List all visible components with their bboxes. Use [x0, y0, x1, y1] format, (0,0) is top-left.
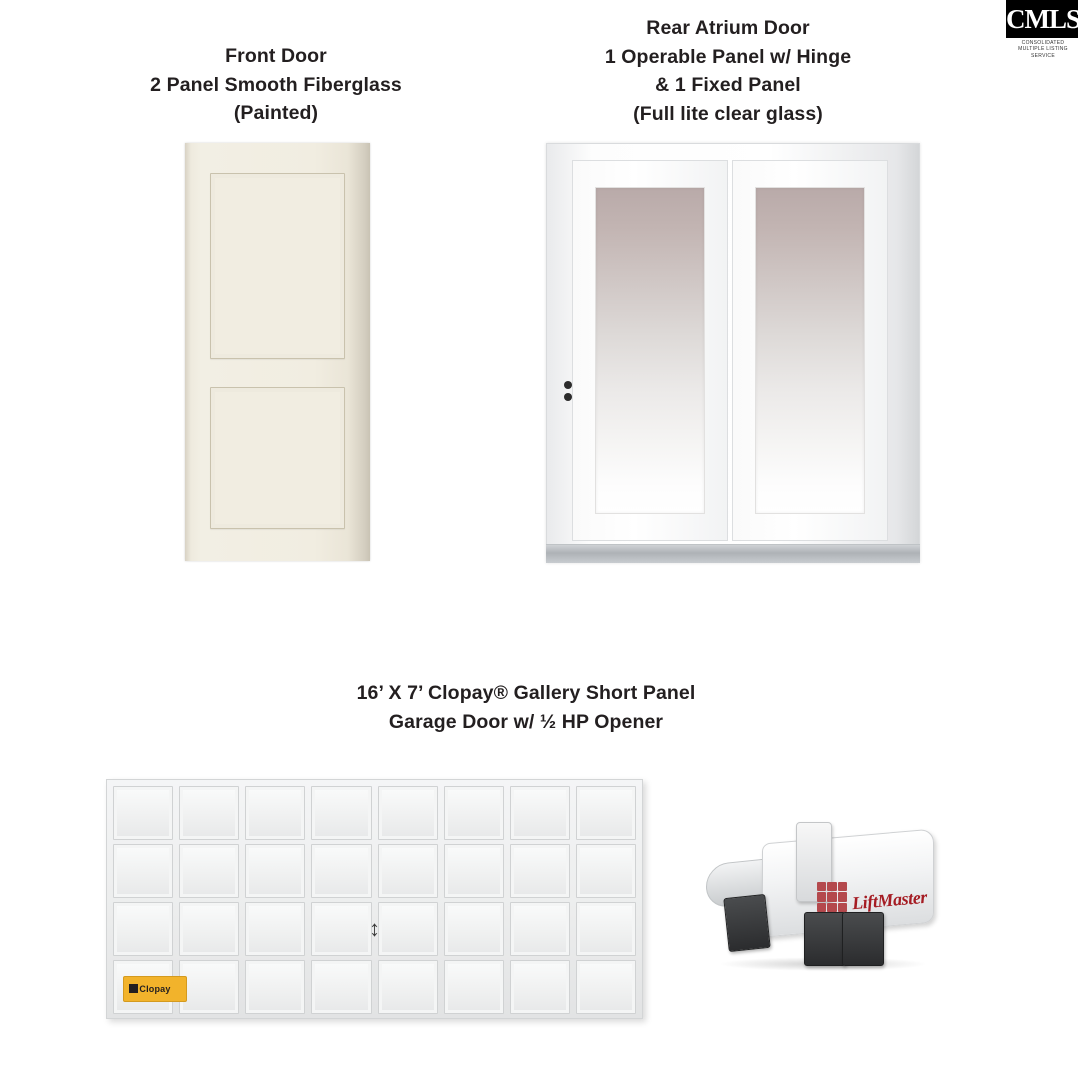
front-door-caption-line-2: 2 Panel Smooth Fiberglass — [150, 73, 402, 96]
garage-door-panel — [576, 786, 636, 840]
rear-door-operable-panel — [572, 160, 728, 541]
garage-door-panel — [510, 786, 570, 840]
rear-door-left-glass — [595, 187, 705, 514]
garage-door-panel — [444, 902, 504, 956]
garage-door-panel — [113, 844, 173, 898]
rear-door-handle-icon — [564, 381, 573, 405]
garage-door-panel — [245, 786, 305, 840]
rear-door-caption-line-1: Rear Atrium Door — [646, 17, 810, 39]
garage-door-lift-handle-icon: ↕ — [369, 916, 380, 941]
front-door-image — [185, 143, 370, 561]
rear-door-threshold — [546, 544, 920, 563]
front-door-upper-panel — [210, 173, 345, 359]
garage-caption-line-2: Garage Door w/ ½ HP Opener — [388, 710, 664, 733]
garage-door-image — [106, 779, 643, 1019]
rear-door-caption-line-4: (Full lite clear glass) — [633, 102, 823, 125]
cmls-subtitle — [1006, 40, 1080, 59]
garage-door-panel — [113, 786, 173, 840]
garage-door-panel — [311, 960, 371, 1014]
opener-remote — [723, 894, 770, 952]
garage-door-panel — [179, 786, 239, 840]
garage-door-panel — [311, 844, 371, 898]
garage-door-panel — [378, 844, 438, 898]
garage-door-opener-image — [700, 808, 940, 973]
garage-door-row — [113, 844, 636, 898]
garage-door-panel — [444, 786, 504, 840]
garage-door-panel — [245, 902, 305, 956]
garage-door-panel — [510, 902, 570, 956]
cmls-logo-text: CMLS — [1006, 0, 1078, 38]
garage-door-row — [113, 786, 636, 840]
garage-door-panel — [311, 786, 371, 840]
garage-door-panel — [179, 902, 239, 956]
cmls-subtitle-line1: CONSOLIDATED — [1021, 40, 1065, 46]
front-door-lower-panel — [210, 387, 345, 529]
garage-door-caption — [176, 679, 876, 736]
garage-door-panel — [113, 902, 173, 956]
garage-door-panel — [378, 960, 438, 1014]
rear-atrium-door-caption — [512, 14, 944, 128]
garage-caption-line-1: 16’ X 7’ Clopay® Gallery Short Panel — [356, 682, 696, 704]
front-door-caption — [60, 42, 492, 128]
garage-door-panel — [510, 844, 570, 898]
garage-door-row — [113, 902, 636, 956]
garage-door-panel — [245, 960, 305, 1014]
garage-door-panel — [576, 844, 636, 898]
opener-remote — [804, 912, 846, 966]
garage-door-panel — [378, 786, 438, 840]
garage-door-panel — [444, 960, 504, 1014]
cmls-subtitle-line2: MULTIPLE LISTING SERVICE — [1018, 46, 1068, 59]
rear-door-right-glass — [755, 187, 865, 514]
garage-door-panel — [179, 960, 239, 1014]
cmls-watermark — [1002, 0, 1080, 62]
garage-door-panel — [311, 902, 371, 956]
garage-door-panel — [245, 844, 305, 898]
rear-door-fixed-panel — [732, 160, 888, 541]
garage-door-panel — [576, 960, 636, 1014]
garage-door-row — [113, 960, 636, 1014]
rear-door-caption-line-2: 1 Operable Panel w/ Hinge — [604, 45, 852, 68]
liftmaster-brand-label: LiftMaster — [851, 886, 928, 914]
garage-door-panel — [576, 902, 636, 956]
garage-door-panel — [444, 844, 504, 898]
rear-door-caption-line-3: & 1 Fixed Panel — [655, 74, 801, 96]
front-door-caption-line-3: (Painted) — [233, 102, 319, 124]
garage-door-panel — [179, 844, 239, 898]
garage-door-panel — [378, 902, 438, 956]
rear-atrium-door-image — [546, 143, 920, 563]
clopay-brand-badge: Clopay — [123, 976, 187, 1002]
front-door-caption-line-1: Front Door — [225, 45, 327, 67]
opener-remote — [842, 912, 884, 966]
garage-door-panel — [510, 960, 570, 1014]
